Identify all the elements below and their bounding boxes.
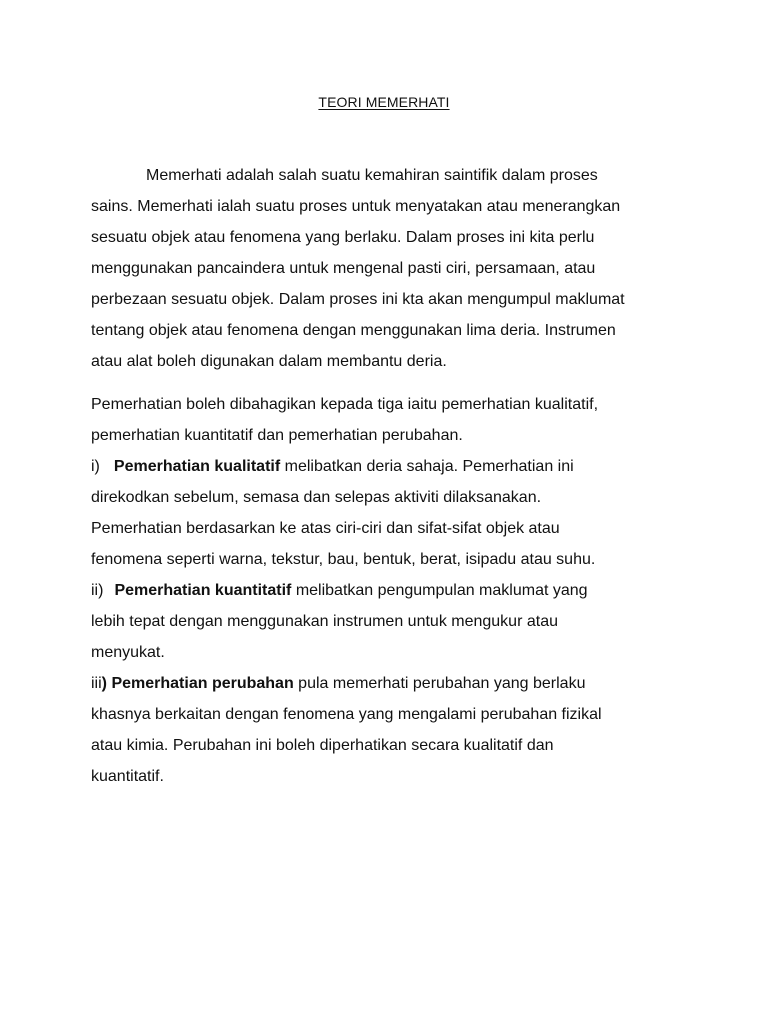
list-item-term — [107, 675, 294, 692]
paragraph-line: lebih tepat dengan menggunakan instrumen untuk mengukur atau — [91, 613, 558, 630]
list-item-term-text: Pemerhatian perubahan — [111, 675, 294, 692]
paragraph-line: Memerhati adalah salah suatu kemahiran saintifik dalam proses — [146, 167, 598, 184]
paragraph-line: sesuatu objek atau fenomena yang berlaku. Dalam proses ini kita perlu — [91, 229, 595, 246]
list-item-text: melibatkan pengumpulan maklumat yang — [291, 582, 588, 599]
paragraph-line: kuantitatif. — [91, 768, 164, 785]
list-item-kualitatif — [91, 451, 691, 482]
paragraph-types — [91, 389, 691, 792]
paragraph-line: atau alat boleh digunakan dalam membantu deria. — [91, 353, 447, 370]
paragraph-line: pemerhatian kuantitatif dan pemerhatian perubahan. — [91, 427, 463, 444]
list-item-perubahan — [91, 668, 691, 699]
list-item-text: melibatkan deria sahaja. Pemerhatian ini — [280, 458, 574, 475]
list-item-text: pula memerhati perubahan yang berlaku — [293, 675, 586, 692]
list-item-kuantitatif — [91, 575, 691, 606]
paragraph-line: menyukat. — [91, 644, 165, 661]
list-item-term: Pemerhatian kuantitatif — [114, 582, 292, 599]
paragraph-line: khasnya berkaitan dengan fenomena yang mengalami perubahan fizikal — [91, 706, 602, 723]
paragraph-line: fenomena seperti warna, tekstur, bau, bentuk, berat, isipadu atau suhu. — [91, 551, 596, 568]
paragraph-line: Pemerhatian boleh dibahagikan kepada tiga iaitu pemerhatian kualitatif, — [91, 396, 599, 413]
paragraph-intro — [91, 160, 691, 377]
list-marker-bold: ) — [101, 675, 107, 692]
list-marker: ii) — [91, 582, 104, 599]
paragraph-line: menggunakan pancaindera untuk mengenal pasti ciri, persamaan, atau — [91, 260, 596, 277]
paragraph-line: atau kimia. Perubahan ini boleh diperhatikan secara kualitatif dan — [91, 737, 554, 754]
paragraph-line: Pemerhatian berdasarkan ke atas ciri-ciri dan sifat-sifat objek atau — [91, 520, 560, 537]
paragraph-line: tentang objek atau fenomena dengan menggunakan lima deria. Instrumen — [91, 322, 616, 339]
paragraph-line: sains. Memerhati ialah suatu proses untuk menyatakan atau menerangkan — [91, 198, 621, 215]
list-marker: iii — [91, 675, 102, 692]
document-title: TEORI MEMERHATI — [318, 94, 450, 110]
list-marker: i) — [91, 458, 100, 475]
list-item-term: Pemerhatian kualitatif — [113, 458, 281, 475]
paragraph-line: direkodkan sebelum, semasa dan selepas aktiviti dilaksanakan. — [91, 489, 542, 506]
paragraph-line: perbezaan sesuatu objek. Dalam proses ini kta akan mengumpul maklumat — [91, 291, 625, 308]
